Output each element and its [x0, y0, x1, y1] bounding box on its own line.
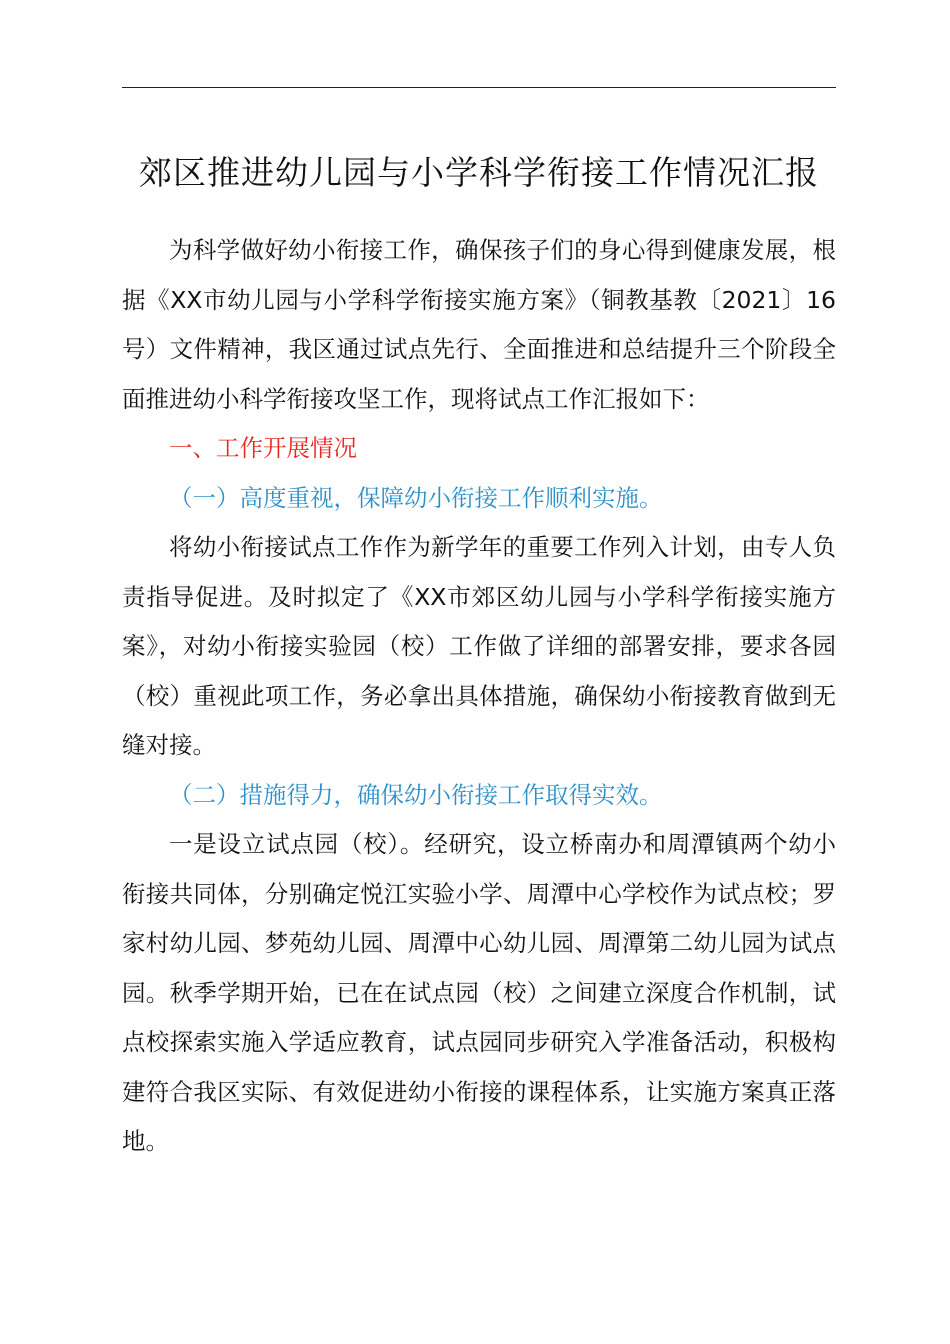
intro-paragraph: 为科学做好幼小衔接工作，确保孩子们的身心得到健康发展，根据《XX市幼儿园与小学科学衔接实施方案》（铜教基教〔2021〕16号）文件精神，我区通过试点先行、全面推进和总结提升三个阶段全面推进幼小科学衔接攻坚工作，现将试点工作汇报如下：	[122, 236, 836, 413]
document-body	[122, 226, 836, 1167]
subsection-heading-2: （二）措施得力，确保幼小衔接工作取得实效。	[169, 780, 663, 809]
header-rule	[122, 87, 836, 88]
section-heading: 一、工作开展情况	[169, 434, 357, 462]
document-title: 郊区推进幼儿园与小学科学衔接工作情况汇报	[139, 153, 819, 192]
body-paragraph-1: 将幼小衔接试点工作作为新学年的重要工作列入计划，由专人负责指导促进。及时拟定了《XX市郊区幼儿园与小学科学衔接实施方案》，对幼小衔接实验园（校）工作做了详细的部署安排，要求各园（校）重视此项工作，务必拿出具体措施，确保幼小衔接教育做到无缝对接。	[122, 533, 836, 759]
body-paragraph-2: 一是设立试点园（校）。经研究，设立桥南办和周潭镇两个幼小衔接共同体，分别确定悦江实验小学、周潭中心学校作为试点校；罗家村幼儿园、梦苑幼儿园、周潭中心幼儿园、周潭第二幼儿园为试点园。秋季学期开始，已在在试点园（校）之间建立深度合作机制，试点校探索实施入学适应教育，试点园同步研究入学准备活动，积极构建符合我区实际、有效促进幼小衔接的课程体系，让实施方案真正落地。	[122, 830, 836, 1155]
subsection-heading-1: （一）高度重视，保障幼小衔接工作顺利实施。	[169, 483, 663, 512]
